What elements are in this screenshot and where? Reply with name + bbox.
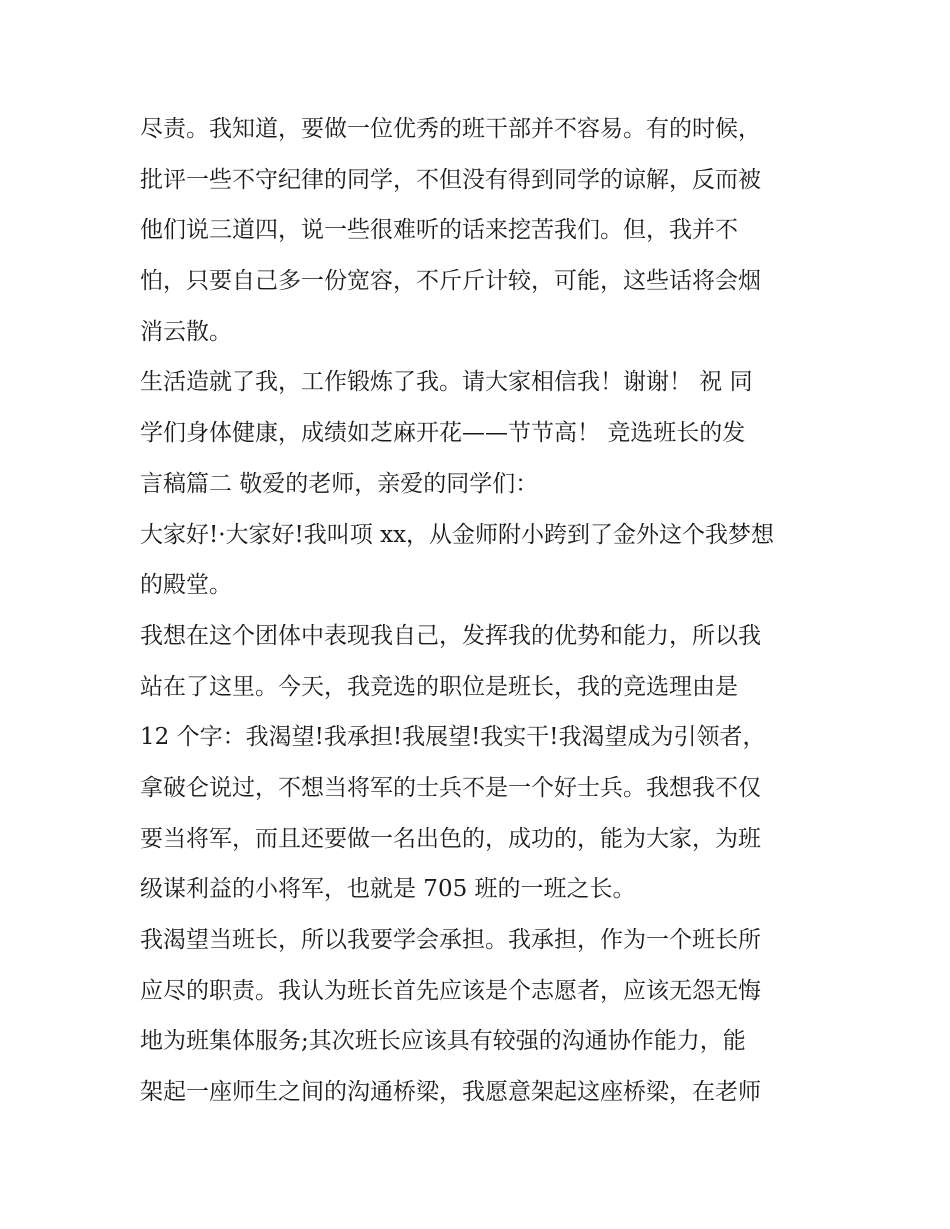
text-line: 言稿篇二 敬爱的老师，亲爱的同学们： — [140, 470, 539, 497]
text-line: 的殿堂。 — [140, 572, 232, 599]
text-line: 应尽的职责。我认为班长首先应该是个志愿者，应该无怨无悔 — [140, 977, 761, 1004]
text-line: 大家好!·大家好!我叫项 xx，从金师附小跨到了金外这个我梦想 — [140, 521, 775, 548]
text-line: 他们说三道四，说一些很难听的话来挖苦我们。但，我并不 — [140, 217, 738, 244]
text-line: 我想在这个团体中表现我自己，发挥我的优势和能力，所以我 — [140, 622, 761, 649]
text-line: 要当将军，而且还要做一名出色的，成功的，能为大家，为班 — [140, 825, 761, 852]
text-line: 尽责。我知道，要做一位优秀的班干部并不容易。有的时候， — [140, 116, 761, 142]
body-text — [140, 104, 820, 1118]
text-line: 12 个字：我渴望!我承担!我展望!我实干!我渴望成为引领者， — [140, 724, 766, 751]
text-line: 级谋利益的小将军，也就是 705 班的一班之长。 — [140, 876, 636, 903]
text-line: 批评一些不守纪律的同学，不但没有得到同学的谅解，反而被 — [140, 166, 761, 193]
text-line: 生活造就了我，工作锻炼了我。请大家相信我！谢谢！ 祝 同 — [140, 369, 753, 396]
text-line: 拿破仑说过，不想当将军的士兵不是一个好士兵。我想我不仅 — [140, 774, 761, 801]
text-line: 怕，只要自己多一份宽容，不斤斤计较，可能，这些话将会烟 — [140, 268, 761, 295]
text-line: 学们身体健康，成绩如芝麻开花——节节高！ 竞选班长的发 — [140, 420, 746, 447]
text-line: 消云散。 — [140, 318, 232, 345]
text-line: 站在了这里。今天，我竞选的职位是班长，我的竞选理由是 — [140, 673, 738, 700]
text-line: 地为班集体服务;其次班长应该具有较强的沟通协作能力，能 — [140, 1028, 746, 1055]
text-line: 我渴望当班长，所以我要学会承担。我承担，作为一个班长所 — [140, 927, 761, 953]
text-line: 架起一座师生之间的沟通桥梁，我愿意架起这座桥梁，在老师 — [140, 1079, 761, 1106]
